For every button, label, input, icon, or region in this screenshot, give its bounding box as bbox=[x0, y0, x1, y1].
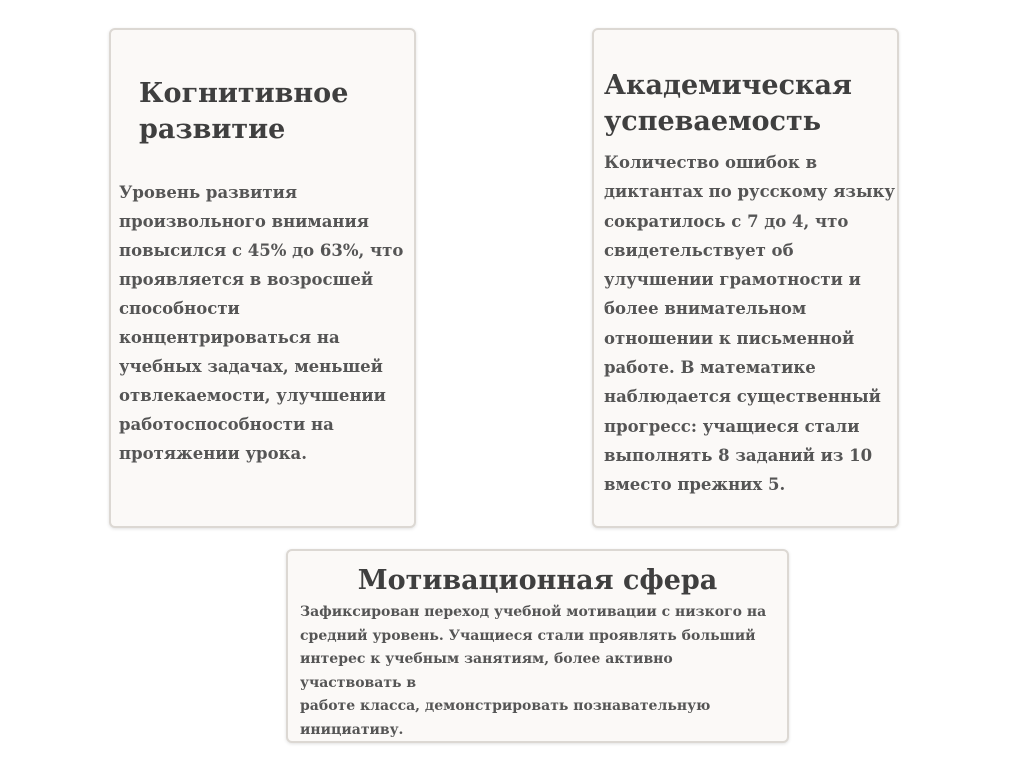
motivation-text-line: Зафиксирован переход учебной мотивации с низкого на bbox=[300, 604, 767, 620]
motivation-sphere-card bbox=[286, 549, 789, 743]
motivation-text-line: интерес к учебным занятиям, более активно bbox=[300, 651, 673, 667]
academic-performance-text: Количество ошибок в диктантах по русскому языку сократилось с 7 до 4, что свидетельствует об улучшении грамотности и более внимательном отношении к письменной работе. В математике наблюдается существенный прогресс: учащиеся стали выполнять 8 заданий из 10 вместо прежних 5. bbox=[604, 153, 895, 495]
academic-performance-title: Академическая успеваемость bbox=[604, 70, 852, 137]
cognitive-development-card bbox=[109, 28, 416, 528]
academic-performance-card bbox=[592, 28, 899, 528]
cognitive-development-title: Когнитивное развитие bbox=[139, 78, 349, 145]
motivation-text-line: участвовать в bbox=[300, 674, 417, 691]
motivation-sphere-text bbox=[300, 601, 780, 742]
motivation-sphere-title: Мотивационная сфера bbox=[357, 565, 718, 596]
motivation-text-line: средний уровень. Учащиеся стали проявлять больший bbox=[300, 627, 756, 644]
motivation-text-line: инициативу. bbox=[300, 721, 404, 738]
cognitive-development-text: Уровень развития произвольного внимания повысился с 45% до 63%, что проявляется в возросшей способности концентрироваться на учебных задачах, меньшей отвлекаемости, улучшении работоспособности на протяжении урока. bbox=[119, 183, 404, 463]
motivation-text-line: работе класса, демонстрировать познавательную bbox=[300, 698, 711, 714]
